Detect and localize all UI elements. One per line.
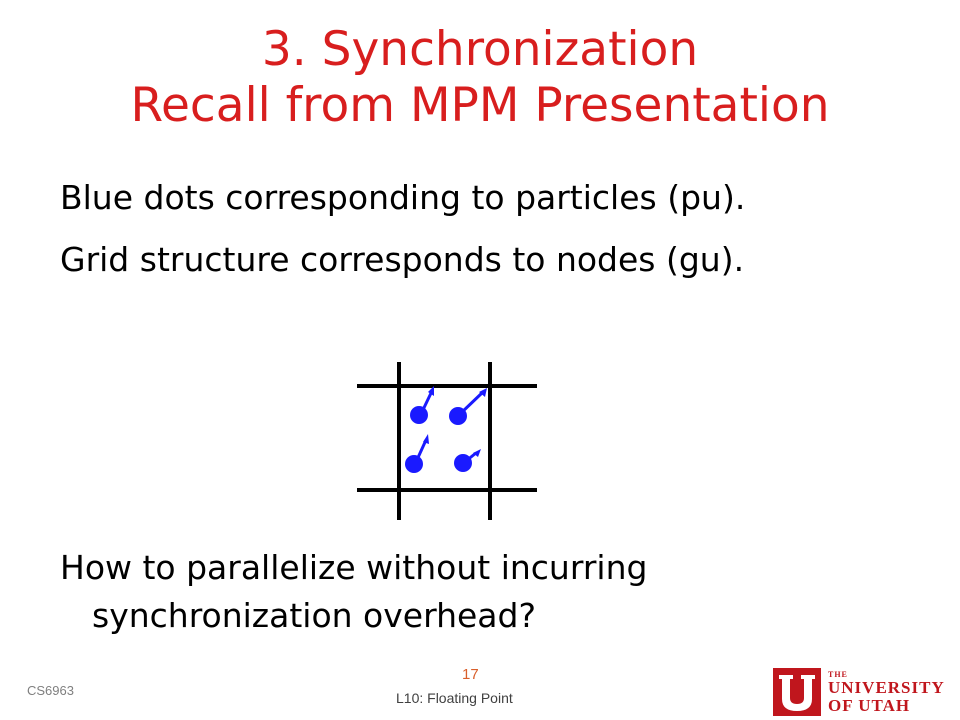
question-line-2: synchronization overhead? xyxy=(92,596,536,635)
question-line-1: How to parallelize without incurring xyxy=(60,548,648,587)
logo-the: THE xyxy=(828,670,848,679)
bullet-grid: Grid structure corresponds to nodes (gu). xyxy=(60,240,745,279)
block-u-icon xyxy=(773,668,821,716)
bullet-particles: Blue dots corresponding to particles (pu). xyxy=(60,178,746,217)
university-logo xyxy=(773,668,958,716)
grid-particle-diagram xyxy=(352,358,542,524)
footer-lecture: L10: Floating Point xyxy=(396,690,513,706)
logo-university: UNIVERSITY xyxy=(828,678,945,697)
title-line-1: 3. Synchronization xyxy=(261,22,699,77)
grid-lines xyxy=(357,362,537,520)
logo-of-utah: OF UTAH xyxy=(828,696,911,715)
particle-3 xyxy=(405,434,429,473)
footer-page-number: 17 xyxy=(462,666,479,683)
slide-title xyxy=(0,22,960,134)
particle-4 xyxy=(454,449,481,472)
particle-1 xyxy=(410,386,434,424)
particles xyxy=(405,386,487,473)
particle-2 xyxy=(449,388,487,425)
logo-wordmark xyxy=(828,670,945,715)
footer-course: CS6963 xyxy=(27,683,74,698)
title-line-2: Recall from MPM Presentation xyxy=(130,78,830,133)
